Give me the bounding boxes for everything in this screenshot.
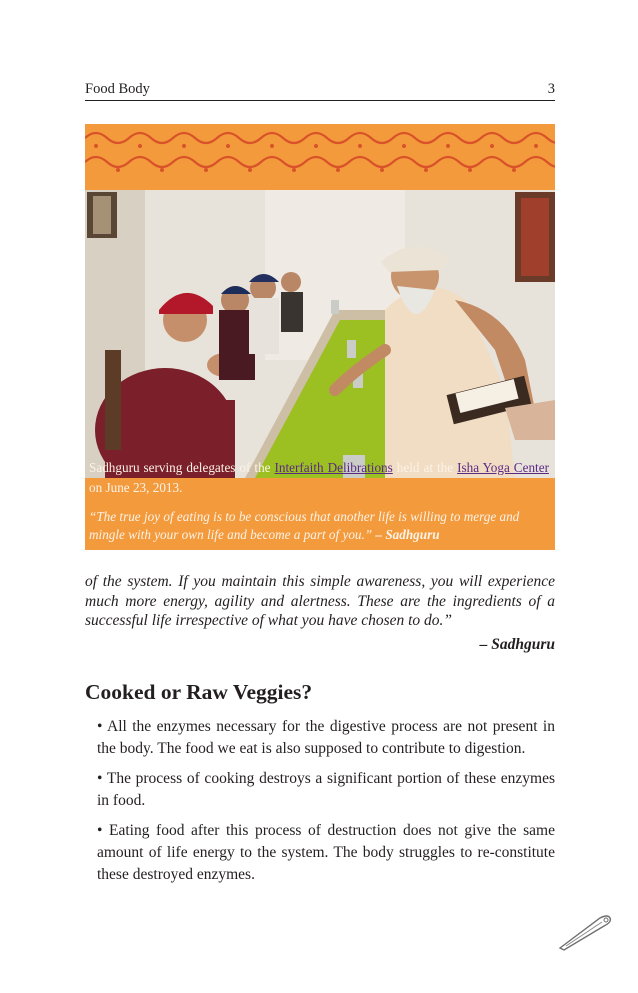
isha-yoga-center-link[interactable]: Isha Yoga Center [457, 460, 549, 475]
photo-serving-meal [85, 190, 555, 478]
bullet-item: • All the enzymes necessary for the digestive process are not present in the body. The food we eat is also supposed to contribute to digestion. [97, 718, 555, 757]
quote-paragraph: of the system. If you maintain this simple awareness, you will experience much more energy, agility and alertness. These are the ingredients of a successful life irrespective of what you have chosen to do.” [85, 573, 555, 629]
caption-lead: Sadhguru serving delegates of the [89, 460, 275, 475]
interfaith-link[interactable]: Interfaith Delibrations [274, 460, 393, 475]
bullet-item: • Eating food after this process of destruction does not give the same amount of life energy to the system. The body struggles to re-constitute these destroyed enzymes. [97, 822, 555, 883]
caption-quote-text: “The true joy of eating is to be conscious that another life is willing to merge and mingle with your own life and become a part of you.” [89, 509, 520, 542]
running-title: Food Body [85, 81, 150, 97]
caption-quote-attribution: – Sadhguru [375, 527, 440, 542]
section-heading: Cooked or Raw Veggies? [85, 680, 313, 704]
page-number: 3 [547, 81, 555, 97]
caption-quote [89, 508, 551, 544]
decorative-wave-band [85, 124, 555, 190]
running-header [85, 78, 555, 101]
bullet-list [97, 716, 555, 894]
caption-mid: held at the [392, 460, 458, 475]
quote-attribution: – Sadhguru [479, 636, 555, 653]
bullet-item: • The process of cooking destroys a significant portion of these enzymes in food. [97, 770, 555, 809]
photo-figure [85, 124, 555, 550]
figure-caption [89, 458, 549, 498]
pen-nib-icon [556, 912, 614, 952]
caption-tail: on June 23, 2013. [89, 480, 183, 495]
